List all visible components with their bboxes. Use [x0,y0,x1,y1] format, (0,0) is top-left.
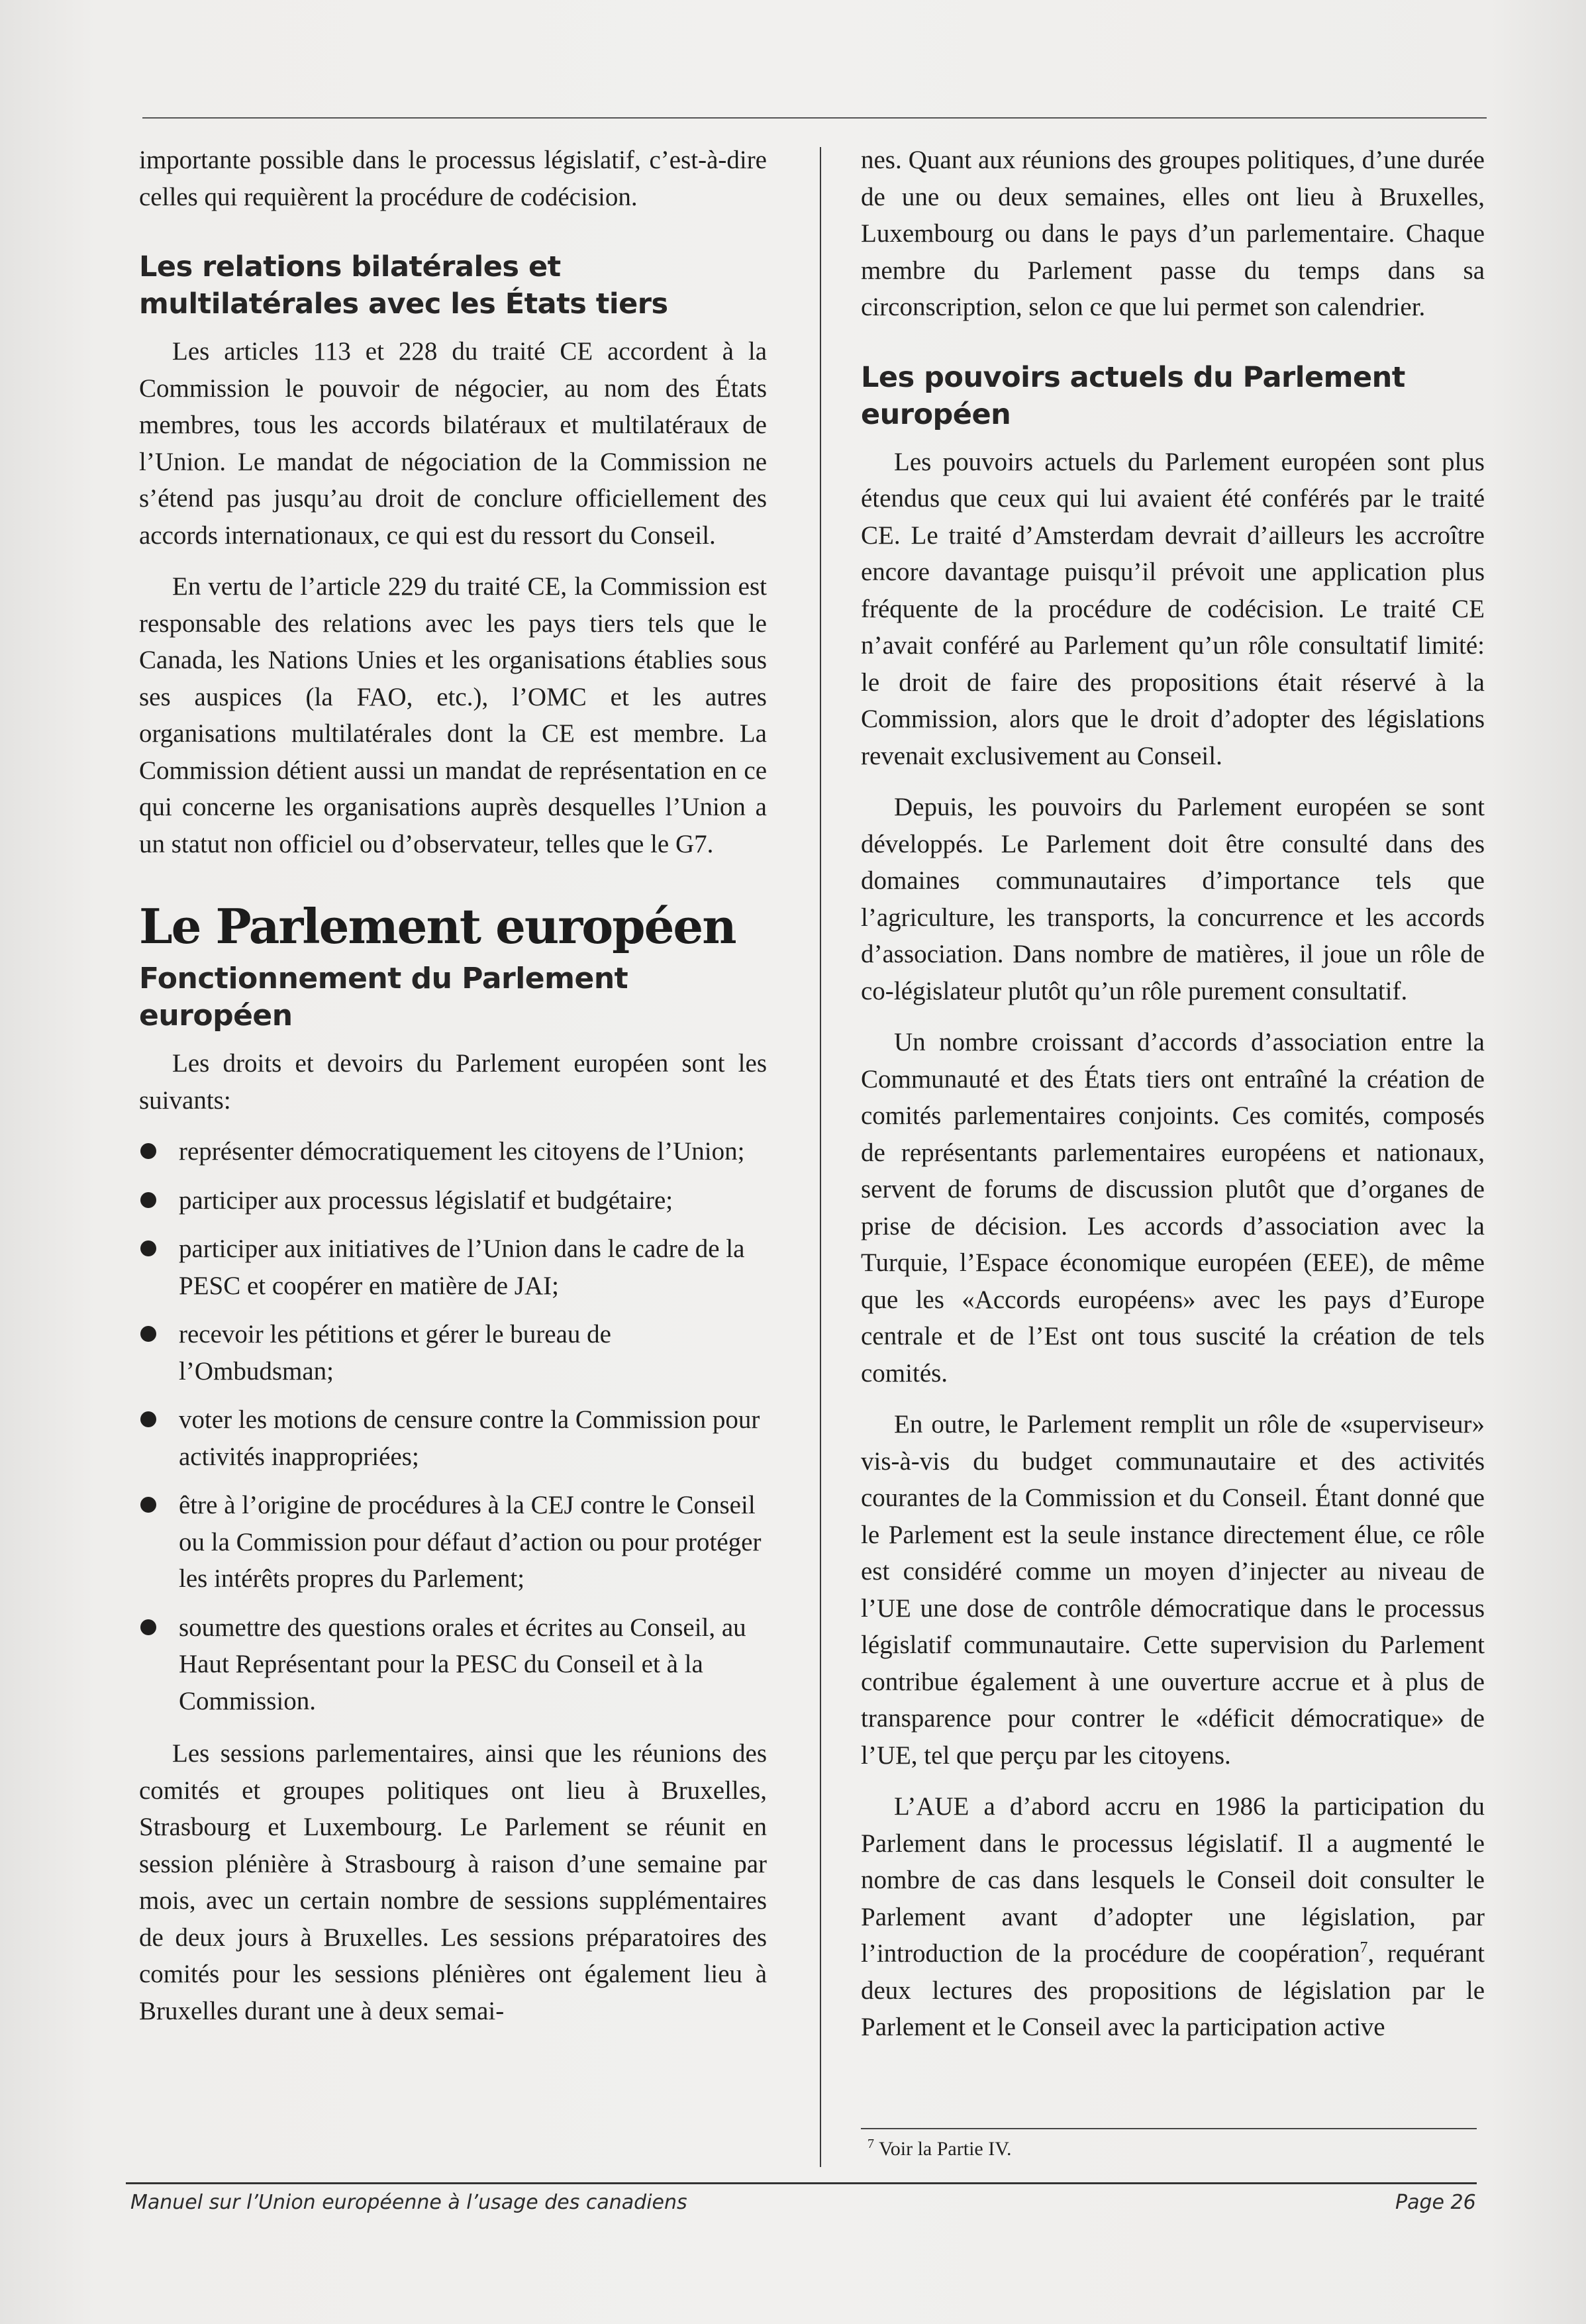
list-item: voter les motions de censure contre la Commission pour activités inappropriées; [139,1401,767,1475]
footnote-ref[interactable]: 7 [1360,1939,1368,1956]
section-title: Le Parlement européen [139,898,736,954]
paragraph-aue: L’AUE a d’abord accru en 1986 la participation du Parlement dans le processus législatif. Il a augmenté le nombre de cas dans lesquels le Conseil doit consulter le Parlement avant d’adopter une législation, par l’introduction de la procédure de coopération$^7$, requérant deux lectures des propositions de législation par le Parlement et le Conseil avec la participation active [861,1792,1485,2041]
paragraph-pouvoirs-4: En outre, le Parlement remplit un rôle de «superviseur» vis-à-vis du budget communautaire et des activités courantes de la Commission et du Conseil. Étant donné que le Parlement est la seule instance directement élue, ce rôle est considéré comme un moyen d’injecter au niveau de l’UE une dose de contrôle démocratique dans le processus législatif communautaire. Cette supervision du Parlement contribue également à une ouverture accrue et à plus de transparence pour contrer le «déficit démocratique» de l’UE, tel que perçu par les citoyens. [861,1410,1485,1770]
left-column [139,142,767,2044]
page-number: Page 26 [1395,2191,1476,2214]
paragraph-relations-1: Les articles 113 et 228 du traité CE accordent à la Commission le pouvoir de négocier, au nom des États membres, tous les accords bilatéraux et multilatéraux de l’Union. Le mandat de négociation de la Commission ne s’étend pas jusqu’au droit de conclure officiellement des accords internationaux, ce qui est du ressort du Conseil. [139,337,767,550]
paragraph-pouvoirs-2: Depuis, les pouvoirs du Parlement européen se sont développés. Le Parlement doit être consulté dans des domaines communautaires d’importance tels que l’agriculture, les transports, la concurrence et les accords d’association. Dans nombre de matières, il joue un rôle de co-législateur plutôt qu’un rôle purement consultatif. [861,793,1485,1005]
column-divider [820,147,821,2167]
bullet-icon [140,1326,156,1342]
paragraph-droits: Les droits et devoirs du Parlement européen sont les suivants: [139,1049,767,1115]
list-item: recevoir les pétitions et gérer le bureau de l’Ombudsman; [139,1316,767,1389]
rights-list [139,1133,767,1719]
footnote-rule [861,2128,1477,2129]
bullet-icon [140,1192,156,1208]
heading-relations: Les relations bilatérales et multilatérales avec les États tiers [139,250,668,321]
footer-title: Manuel sur l’Union européenne à l’usage des canadiens [130,2191,687,2214]
list-item: participer aux processus législatif et budgétaire; [139,1182,767,1219]
heading-fonctionnement: Fonctionnement du Parlement européen [139,962,628,1033]
bullet-icon [140,1143,156,1159]
bullet-icon [140,1497,156,1513]
paragraph-sessions: Les sessions parlementaires, ainsi que les réunions des comités et groupes politiques ont lieu à Bruxelles, Strasbourg et Luxembourg. Le Parlement se réunit en session plénière à Strasbourg à raison d’une semaine par mois, avec un certain nombre de sessions supplémentaires de deux jours à Bruxelles. Les sessions préparatoires des comités pour les sessions plénières ont également lieu à Bruxelles durant une à deux semai- [139,1739,767,2025]
paragraph-relations-2: En vertu de l’article 229 du traité CE, la Commission est responsable des relations avec les pays tiers tels que le Canada, les Nations Unies et les organisations établies sous ses auspices (la FAO, etc.), l’OMC et les autres organisations multilatérales dont la CE est membre. La Commission détient aussi un mandat de représentation en ce qui concerne les organisations auprès desquelles l’Union a un statut non officiel ou d’observateur, telles que le G7. [139,572,767,858]
footnote-number: 7 [867,2137,874,2151]
list-item: être à l’origine de procédures à la CEJ contre le Conseil ou la Commission pour défaut d’action ou pour protéger les intérêts propres du Parlement; [139,1487,767,1597]
list-item: participer aux initiatives de l’Union dans le cadre de la PESC et coopérer en matière de JAI; [139,1231,767,1304]
list-item: soumettre des questions orales et écrites au Conseil, au Haut Représentant pour la PESC du Conseil et à la Commission. [139,1609,767,1720]
bullet-icon [140,1240,156,1256]
bullet-icon [140,1619,156,1635]
heading-pouvoirs: Les pouvoirs actuels du Parlement européen [861,360,1405,431]
footer-rule [126,2182,1477,2184]
bullet-icon [140,1411,156,1427]
continuation-paragraph: nes. Quant aux réunions des groupes politiques, d’une durée de une ou deux semaines, elles ont lieu à Bruxelles, Luxembourg ou dans le pays d’un parlementaire. Chaque membre du Parlement passe du temps dans sa circonscription, selon ce que lui permet son calendrier. [861,146,1485,321]
paragraph-pouvoirs-3: Un nombre croissant d’accords d’association entre la Communauté et des États tiers ont entraîné la création de comités parlementaires conjoints. Ces comités, composés de représentants parlementaires européens et nationaux, servent de forums de discussion plutôt que d’organes de prise de décision. Les accords d’association avec la Turquie, l’Espace économique européen (EEE), de même que les «Accords européens» avec les pays d’Europe centrale et de l’Est ont tous suscité la création de tels comités. [861,1028,1485,1388]
list-item: représenter démocratiquement les citoyens de l’Union; [139,1133,767,1170]
top-rule [142,117,1487,119]
footnote-text: Voir la Partie IV. [878,2138,1012,2160]
footnote [867,2138,1012,2160]
intro-paragraph: importante possible dans le processus législatif, c’est-à-dire celles qui requièrent la procédure de codécision. [139,146,767,211]
paragraph-pouvoirs-1: Les pouvoirs actuels du Parlement européen sont plus étendus que ceux qui lui avaient été conférés par le traité CE. Le traité d’Amsterdam devrait d’ailleurs les accroître encore davantage puisqu’il prévoit une application plus fréquente de la procédure de codécision. Le traité CE n’avait conféré au Parlement qu’un rôle consultatif limité: le droit de faire des propositions était réservé à la Commission, alors que le droit d’adopter des législations revenait exclusivement au Conseil. [861,447,1485,770]
right-column [861,142,1485,2060]
